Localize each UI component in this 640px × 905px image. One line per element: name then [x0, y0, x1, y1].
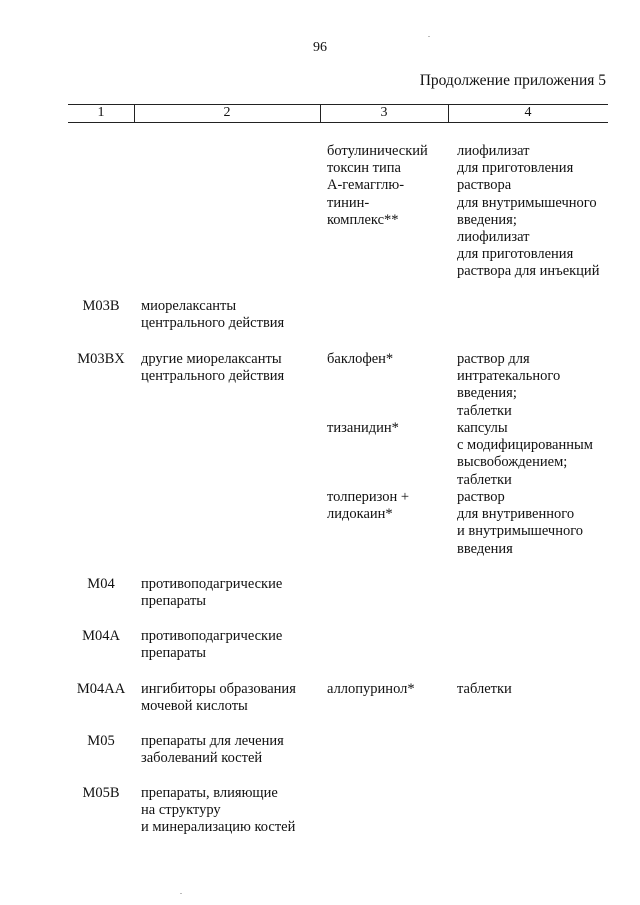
text-line: введения [457, 540, 513, 557]
text-line: таблетки [457, 681, 512, 697]
text-line: препараты [141, 645, 207, 662]
text-line: раствора для инъекций [457, 263, 600, 280]
scan-speck [428, 36, 430, 37]
text-line: интратекального [457, 368, 561, 385]
text-line: ингибиторы образования [141, 681, 296, 697]
text-line: баклофен* [327, 351, 394, 367]
header-col-4: 4 [524, 105, 532, 120]
text-line: противоподагрические [141, 628, 283, 644]
text-line: ботулинический [327, 143, 428, 159]
drug-name [327, 489, 409, 523]
text-line: препараты для лечения [141, 733, 284, 749]
text-line: центрального действия [141, 368, 285, 385]
text-line: для приготовления [457, 160, 574, 177]
atc-code: M03B [82, 298, 120, 314]
text-line: комплекс** [327, 211, 399, 228]
pharmacological-group [141, 298, 284, 332]
header-col-2: 2 [223, 105, 231, 120]
text-line: высвобождением; [457, 454, 568, 471]
text-line: и внутримышечного [457, 523, 584, 540]
text-line: миорелаксанты [141, 298, 237, 314]
dosage-forms [457, 143, 599, 281]
page-number: 96 [313, 40, 327, 55]
text-line: введения; [457, 211, 517, 228]
text-line: А-гемагглю- [327, 177, 405, 194]
pharmacological-group [141, 576, 282, 610]
text-line: аллопуринол* [327, 681, 415, 697]
text-line: заболеваний костей [141, 750, 263, 767]
text-line: капсулы [457, 420, 508, 436]
text-line: центрального действия [141, 315, 285, 332]
atc-code: M04A [82, 628, 120, 644]
header-col-3: 3 [380, 105, 388, 120]
dosage-forms [457, 489, 583, 558]
text-line: препараты [141, 593, 207, 610]
text-line: с модифицированным [457, 437, 593, 454]
atc-code: M04 [87, 576, 115, 592]
text-line: на структуру [141, 802, 221, 819]
header-col-1: 1 [97, 105, 105, 120]
text-line: для внутривенного [457, 506, 575, 523]
text-line: и минерализацию костей [141, 819, 296, 836]
text-line: для внутримышечного [457, 194, 597, 211]
text-line: токсин типа [327, 160, 401, 177]
text-line: таблетки [457, 402, 512, 419]
text-line: толперизон + [327, 489, 410, 505]
text-line: противоподагрические [141, 576, 283, 592]
pharmacological-group [141, 351, 284, 385]
pharmacological-group [141, 785, 295, 837]
text-line: лиофилизат [457, 229, 530, 246]
pharmacological-group [141, 628, 282, 662]
atc-code: M05 [87, 733, 115, 749]
text-line: тинин- [327, 194, 370, 211]
continuation-heading: Продолжение приложения 5 [419, 72, 606, 89]
drug-name [327, 351, 393, 368]
dosage-forms [457, 681, 512, 698]
text-line: тизанидин* [327, 420, 399, 436]
pharmacological-group [141, 681, 296, 715]
text-line: лидокаин* [327, 506, 393, 523]
text-line: для приготовления [457, 246, 574, 263]
drug-name [327, 143, 428, 229]
text-line: лиофилизат [457, 143, 530, 159]
text-line: раствора [457, 177, 512, 194]
text-line: раствор для [457, 351, 530, 367]
pharmacological-group [141, 733, 284, 767]
text-line: раствор [457, 489, 505, 505]
text-line: препараты, влияющие [141, 785, 278, 801]
atc-code: M05B [82, 785, 120, 801]
drug-name [327, 420, 399, 437]
text-line: мочевой кислоты [141, 698, 248, 715]
header-bottom-rule [68, 122, 608, 123]
text-line: другие миорелаксанты [141, 351, 282, 367]
text-line: введения; [457, 385, 517, 402]
atc-code: M03BX [77, 351, 125, 367]
drug-name [327, 681, 415, 698]
atc-code: M04AA [76, 681, 126, 697]
scan-speck [180, 893, 182, 894]
dosage-forms [457, 420, 593, 489]
dosage-forms [457, 351, 560, 420]
text-line: таблетки [457, 471, 512, 488]
